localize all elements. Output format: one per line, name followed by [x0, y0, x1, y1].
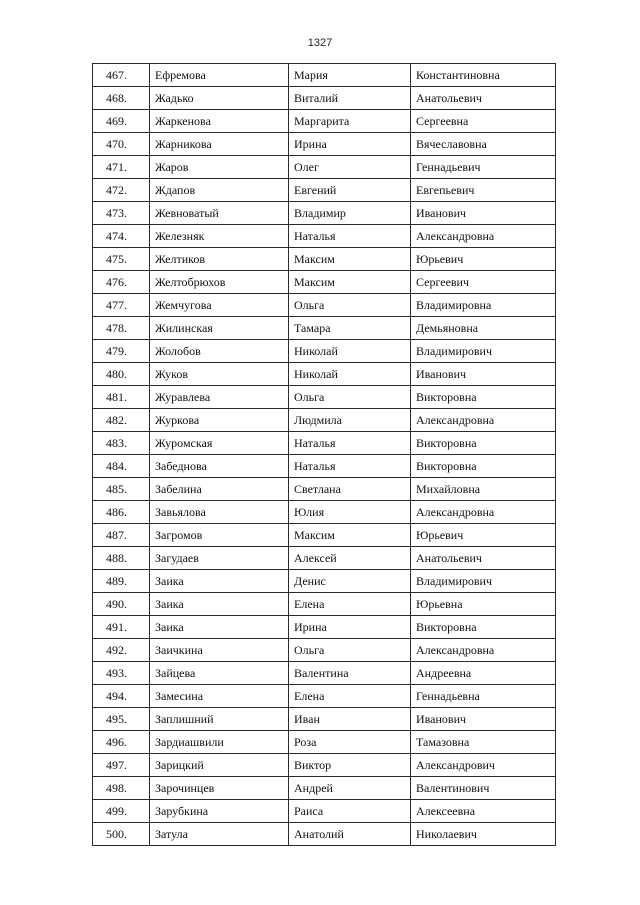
table-row: [93, 593, 556, 616]
table-row: [93, 754, 556, 777]
first-name-cell: Николай: [289, 340, 411, 363]
row-number: 470.: [93, 133, 150, 156]
first-name-cell: Анатолий: [289, 823, 411, 846]
first-name-cell: Алексей: [289, 547, 411, 570]
table-row: [93, 432, 556, 455]
last-name-cell: Зарубкина: [150, 800, 289, 823]
first-name-cell: Андрей: [289, 777, 411, 800]
patronymic-cell: Анатольевич: [411, 547, 556, 570]
first-name-cell: Маргарита: [289, 110, 411, 133]
table-row: [93, 248, 556, 271]
last-name-cell: Заика: [150, 593, 289, 616]
row-number: 494.: [93, 685, 150, 708]
table-row: [93, 685, 556, 708]
last-name-cell: Заика: [150, 616, 289, 639]
row-number: 485.: [93, 478, 150, 501]
patronymic-cell: Иванович: [411, 202, 556, 225]
patronymic-cell: Владимирович: [411, 340, 556, 363]
last-name-cell: Заплишний: [150, 708, 289, 731]
last-name-cell: Загромов: [150, 524, 289, 547]
first-name-cell: Ирина: [289, 616, 411, 639]
row-number: 488.: [93, 547, 150, 570]
first-name-cell: Иван: [289, 708, 411, 731]
first-name-cell: Наталья: [289, 225, 411, 248]
last-name-cell: Зарицкий: [150, 754, 289, 777]
first-name-cell: Тамара: [289, 317, 411, 340]
row-number: 473.: [93, 202, 150, 225]
row-number: 500.: [93, 823, 150, 846]
first-name-cell: Владимир: [289, 202, 411, 225]
row-number: 490.: [93, 593, 150, 616]
patronymic-cell: Владимировна: [411, 294, 556, 317]
last-name-cell: Жилинская: [150, 317, 289, 340]
table-row: [93, 547, 556, 570]
patronymic-cell: Андреевна: [411, 662, 556, 685]
table-row: [93, 478, 556, 501]
patronymic-cell: Викторовна: [411, 386, 556, 409]
row-number: 492.: [93, 639, 150, 662]
row-number: 471.: [93, 156, 150, 179]
last-name-cell: Жарникова: [150, 133, 289, 156]
row-number: 486.: [93, 501, 150, 524]
patronymic-cell: Евгепьевич: [411, 179, 556, 202]
first-name-cell: Максим: [289, 524, 411, 547]
table-row: [93, 202, 556, 225]
row-number: 491.: [93, 616, 150, 639]
row-number: 481.: [93, 386, 150, 409]
row-number: 469.: [93, 110, 150, 133]
last-name-cell: Журавлева: [150, 386, 289, 409]
table-row: [93, 501, 556, 524]
table-row: [93, 662, 556, 685]
first-name-cell: Ольга: [289, 386, 411, 409]
first-name-cell: Раиса: [289, 800, 411, 823]
first-name-cell: Ольга: [289, 639, 411, 662]
first-name-cell: Мария: [289, 64, 411, 87]
table-row: [93, 179, 556, 202]
first-name-cell: Роза: [289, 731, 411, 754]
patronymic-cell: Геннадьевна: [411, 685, 556, 708]
patronymic-cell: Михайловна: [411, 478, 556, 501]
table-row: [93, 271, 556, 294]
first-name-cell: Евгений: [289, 179, 411, 202]
patronymic-cell: Александровна: [411, 409, 556, 432]
first-name-cell: Людмила: [289, 409, 411, 432]
last-name-cell: Жаров: [150, 156, 289, 179]
row-number: 479.: [93, 340, 150, 363]
patronymic-cell: Викторовна: [411, 455, 556, 478]
table-row: [93, 708, 556, 731]
patronymic-cell: Алексеевна: [411, 800, 556, 823]
row-number: 477.: [93, 294, 150, 317]
table-row: [93, 317, 556, 340]
last-name-cell: Журомская: [150, 432, 289, 455]
patronymic-cell: Александровна: [411, 501, 556, 524]
last-name-cell: Ефремова: [150, 64, 289, 87]
last-name-cell: Желтобрюхов: [150, 271, 289, 294]
patronymic-cell: Александрович: [411, 754, 556, 777]
first-name-cell: Ирина: [289, 133, 411, 156]
row-number: 496.: [93, 731, 150, 754]
first-name-cell: Максим: [289, 248, 411, 271]
table-row: [93, 340, 556, 363]
row-number: 474.: [93, 225, 150, 248]
row-number: 467.: [93, 64, 150, 87]
patronymic-cell: Валентинович: [411, 777, 556, 800]
row-number: 484.: [93, 455, 150, 478]
patronymic-cell: Демьяновна: [411, 317, 556, 340]
last-name-cell: Забелина: [150, 478, 289, 501]
patronymic-cell: Александровна: [411, 639, 556, 662]
last-name-cell: Жемчугова: [150, 294, 289, 317]
last-name-cell: Жуков: [150, 363, 289, 386]
last-name-cell: Зайцева: [150, 662, 289, 685]
patronymic-cell: Константиновна: [411, 64, 556, 87]
last-name-cell: Затула: [150, 823, 289, 846]
first-name-cell: Денис: [289, 570, 411, 593]
table-row: [93, 823, 556, 846]
row-number: 487.: [93, 524, 150, 547]
first-name-cell: Елена: [289, 685, 411, 708]
patronymic-cell: Владимирович: [411, 570, 556, 593]
patronymic-cell: Александровна: [411, 225, 556, 248]
last-name-cell: Журкова: [150, 409, 289, 432]
last-name-cell: Жолобов: [150, 340, 289, 363]
patronymic-cell: Юрьевна: [411, 593, 556, 616]
first-name-cell: Николай: [289, 363, 411, 386]
last-name-cell: Желтиков: [150, 248, 289, 271]
last-name-cell: Заичкина: [150, 639, 289, 662]
last-name-cell: Заика: [150, 570, 289, 593]
last-name-cell: Забеднова: [150, 455, 289, 478]
row-number: 498.: [93, 777, 150, 800]
table-row: [93, 156, 556, 179]
table-row: [93, 731, 556, 754]
table-row: [93, 777, 556, 800]
table-row: [93, 64, 556, 87]
row-number: 476.: [93, 271, 150, 294]
first-name-cell: Елена: [289, 593, 411, 616]
first-name-cell: Олег: [289, 156, 411, 179]
first-name-cell: Виктор: [289, 754, 411, 777]
first-name-cell: Ольга: [289, 294, 411, 317]
row-number: 499.: [93, 800, 150, 823]
first-name-cell: Наталья: [289, 432, 411, 455]
table-row: [93, 409, 556, 432]
row-number: 495.: [93, 708, 150, 731]
names-table-body: [93, 64, 556, 846]
table-row: [93, 110, 556, 133]
table-row: [93, 616, 556, 639]
patronymic-cell: Анатольевич: [411, 87, 556, 110]
last-name-cell: Железняк: [150, 225, 289, 248]
patronymic-cell: Геннадьевич: [411, 156, 556, 179]
row-number: 489.: [93, 570, 150, 593]
row-number: 472.: [93, 179, 150, 202]
table-row: [93, 87, 556, 110]
row-number: 475.: [93, 248, 150, 271]
patronymic-cell: Тамазовна: [411, 731, 556, 754]
last-name-cell: Завьялова: [150, 501, 289, 524]
patronymic-cell: Сергеевна: [411, 110, 556, 133]
last-name-cell: Жаркенова: [150, 110, 289, 133]
first-name-cell: Юлия: [289, 501, 411, 524]
last-name-cell: Зардиашвили: [150, 731, 289, 754]
last-name-cell: Жадько: [150, 87, 289, 110]
last-name-cell: Замесина: [150, 685, 289, 708]
first-name-cell: Наталья: [289, 455, 411, 478]
table-row: [93, 133, 556, 156]
patronymic-cell: Викторовна: [411, 432, 556, 455]
table-row: [93, 386, 556, 409]
patronymic-cell: Вячеславовна: [411, 133, 556, 156]
row-number: 480.: [93, 363, 150, 386]
row-number: 478.: [93, 317, 150, 340]
last-name-cell: Загудаев: [150, 547, 289, 570]
page-number: 1327: [307, 37, 333, 49]
table-row: [93, 225, 556, 248]
table-row: [93, 570, 556, 593]
last-name-cell: Зарочинцев: [150, 777, 289, 800]
patronymic-cell: Иванович: [411, 363, 556, 386]
patronymic-cell: Сергеевич: [411, 271, 556, 294]
patronymic-cell: Викторовна: [411, 616, 556, 639]
patronymic-cell: Юрьевич: [411, 248, 556, 271]
row-number: 468.: [93, 87, 150, 110]
row-number: 482.: [93, 409, 150, 432]
last-name-cell: Жевноватый: [150, 202, 289, 225]
first-name-cell: Максим: [289, 271, 411, 294]
table-row: [93, 455, 556, 478]
patronymic-cell: Николаевич: [411, 823, 556, 846]
row-number: 483.: [93, 432, 150, 455]
table-row: [93, 363, 556, 386]
table-row: [93, 800, 556, 823]
first-name-cell: Валентина: [289, 662, 411, 685]
first-name-cell: Светлана: [289, 478, 411, 501]
table-row: [93, 639, 556, 662]
patronymic-cell: Юрьевич: [411, 524, 556, 547]
table-row: [93, 524, 556, 547]
names-table: [92, 63, 556, 846]
first-name-cell: Виталий: [289, 87, 411, 110]
last-name-cell: Ждапов: [150, 179, 289, 202]
table-row: [93, 294, 556, 317]
row-number: 493.: [93, 662, 150, 685]
row-number: 497.: [93, 754, 150, 777]
patronymic-cell: Иванович: [411, 708, 556, 731]
